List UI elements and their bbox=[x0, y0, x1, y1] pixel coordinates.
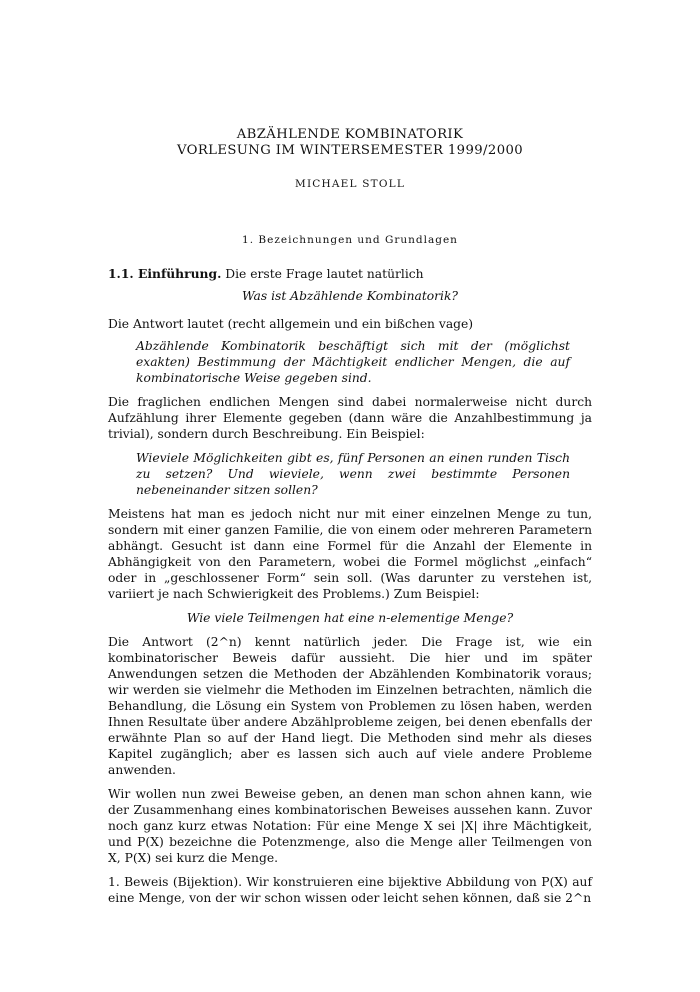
document-title-line1: ABZÄHLENDE KOMBINATORIK bbox=[236, 127, 464, 142]
document-page bbox=[108, 127, 592, 906]
paragraph-4: 1. Beweis (Bijektion). Wir konstruieren eine bijektive Abbildung von P(X) auf eine Menge, von der wir schon wissen oder leicht sehen können, daß sie 2^n bbox=[108, 875, 592, 905]
answer-intro: Die Antwort lautet (recht allgemein und ein bißchen vage) bbox=[108, 317, 474, 331]
question-1: Was ist Abzählende Kombinatorik? bbox=[241, 289, 459, 303]
paragraph-2: Meistens hat man es jedoch nicht nur mit einer einzelnen Menge zu tun, sondern mit einer ganzen Familie, die von einem oder mehreren Parametern abhängt. Gesucht ist dann eine Formel für die Anzahl der Elemente in Abhängigkeit von den Parametern, wobei die Formel möglichst „einfach“ oder in „geschlossener Form“ sein soll. (Was darunter zu verstehen ist, variiert je nach Schwierigkeit des Problems.) Zum Beispiel: bbox=[108, 507, 592, 601]
definition-quote: Abzählende Kombinatorik beschäftigt sich mit der (möglichst exakten) Bestimmung der Mächtigkeit endlicher Mengen, die auf kombinatorische Weise gegeben sind. bbox=[136, 339, 570, 385]
intro-text: Die erste Frage lautet natürlich bbox=[221, 267, 424, 281]
document-title-line2: VORLESUNG IM WINTERSEMESTER 1999/2000 bbox=[176, 143, 524, 158]
question-2: Wie viele Teilmengen hat eine n-elementige Menge? bbox=[186, 611, 514, 625]
answer-2: Die Antwort (2^n) kennt natürlich jeder. Die Frage ist, wie ein kombinatorischer Beweis dafür aussieht. Die hier und im später Anwendungen setzen die Methoden der Abzählenden Kombinatorik voraus; wir werden sie vielmehr die Methoden im Einzelnen betrachten, nämlich die Behandlung, die Lösung ein System von Problemen zu lösen haben, werden Ihnen Resultate über andere Abzählprobleme zeigen, bei denen ebenfalls der erwähnte Plan so auf der Hand liegt. Die Methoden sind mehr als dieses Kapitel zugänglich; aber es lassen sich auch auf viele andere Probleme anwenden. bbox=[108, 635, 592, 777]
paragraph-3: Wir wollen nun zwei Beweise geben, an denen man schon ahnen kann, wie der Zusammenhang eines kombinatorischen Beweises aussehen kann. Zuvor noch ganz kurz etwas Notation: Für eine Menge X sei |X| ihre Mächtigkeit, und P(X) bezeichne die Potenzmenge, also die Menge aller Teilmengen von X, P(X) sei kurz die Menge. bbox=[108, 787, 592, 865]
section-heading: 1. Bezeichnungen und Grundlagen bbox=[242, 234, 458, 246]
paragraph-1: Die fraglichen endlichen Mengen sind dabei normalerweise nicht durch Aufzählung ihrer Elemente gegeben (dann wäre die Anzahlbestimmung ja trivial), sondern durch Beschreibung. Ein Beispiel: bbox=[108, 395, 592, 441]
intro-paragraph bbox=[108, 266, 592, 282]
author-name: MICHAEL STOLL bbox=[295, 178, 405, 190]
subsection-label: 1.1. Einführung. bbox=[108, 266, 222, 281]
example-quote: Wieviele Möglichkeiten gibt es, fünf Personen an einen runden Tisch zu setzen? Und wieviele, wenn zwei bestimmte Personen nebeneinander sitzen sollen? bbox=[136, 451, 570, 497]
